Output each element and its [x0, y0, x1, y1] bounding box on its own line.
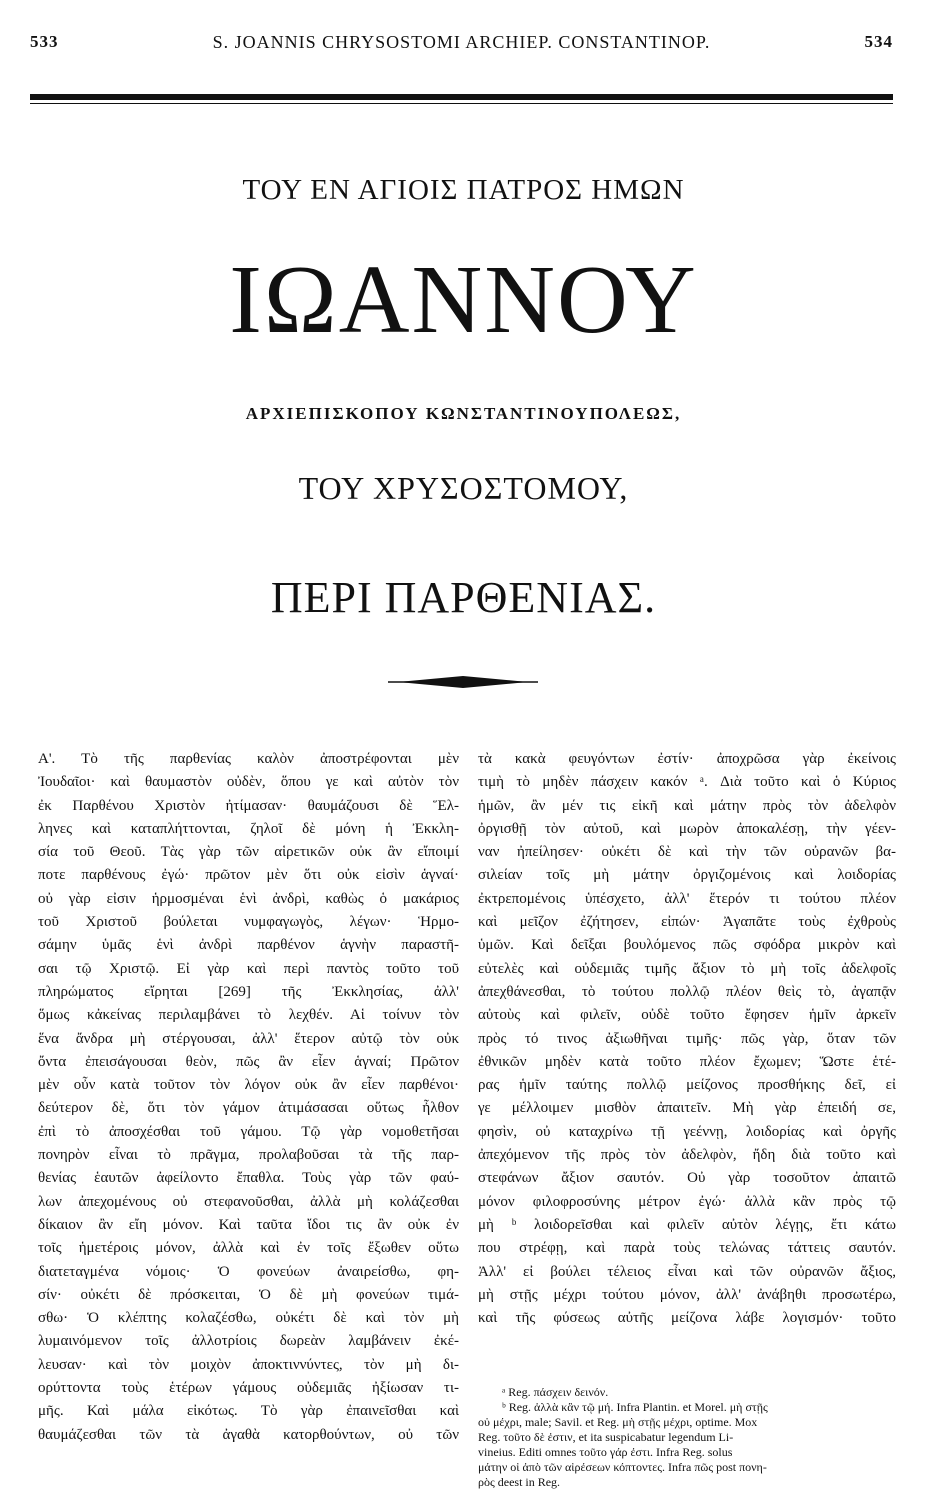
title-line-4: ΤΟΥ ΧΡΥΣΟΣΤΟΜΟΥ, — [298, 470, 629, 506]
title-line-3: ΑΡΧΙΕΠΙΣΚΟΠΟΥ ΚΩΝΣΤΑΝΤΙΝΟΥΠΟΛΕΩΣ, — [245, 404, 682, 423]
text-line: πρὸς τό τινος ἀξιωθῆναι τιμῆς· πῶς γὰρ, ὅταν τῶν — [478, 1030, 896, 1047]
footnote-line: οὐ μέχρι, male; Savil. et Reg. μὴ στῇς μέχρι, optime. Mox — [478, 1415, 758, 1429]
header-rule-thick — [30, 94, 893, 100]
text-line: ὅμως κἀκείνας περιλαμβάνει τὸ λεχθέν. Αἱ τοίνυν τὸν — [38, 1007, 459, 1024]
text-line: τὰ κακὰ φευγόντων ἐστίν· ἀποχρῶσα γὰρ ἐκείνοις — [478, 751, 896, 767]
text-line: ἕνα ἄνδρα μὴ στέργουσαι, ἀλλ' ἕτερον αὐτῷ τὸν οὐκ — [38, 1030, 459, 1047]
text-line: ποτε παρθένους ἐγώ· πρῶτον μὲν ὅτι οὐκ εἰσὶν ἁγναί· — [38, 867, 459, 884]
text-line: μὴ στῇς μέχρι τούτου μόνον, ἀλλ' ἀνάβηθι προσωτέρω, — [478, 1286, 896, 1303]
text-line: ἐπὶ τὸ ἀποσχέσθαι τοῦ γάμου. Τῷ γὰρ νομοθετῆσαι — [38, 1123, 459, 1140]
text-line: Α'. Τὸ τῆς παρθενίας καλὸν ἀποστρέφονται μὲν — [38, 751, 459, 767]
text-line: ὄντα ἐπεισάγουσαι θεὸν, πῶς ἂν εἶεν ἁγναί; Πρῶτον — [38, 1053, 459, 1070]
footnote-line: Reg. τοῦτο δὲ ἐστιν, et ita suspicabatur legendum Li- — [478, 1430, 734, 1444]
text-line: φησὶν, οὐ καταχρίνω τῇ γεέννῃ, λοιδορίας καὶ ὀργῆς — [478, 1123, 896, 1140]
text-line: μῆς. Καὶ μάλα εἰκότως. Τὸ γὰρ ἐπαινεῖσθαι καὶ — [38, 1403, 459, 1420]
title-work-name: ΠΕΡΙ ΠΑΡΘΕΝΙΑΣ. — [270, 573, 657, 622]
text-line: μόνον φιλοφροσύνης μέτρον ἐγώ· ἀλλὰ κἂν πρὸς τῷ — [478, 1193, 896, 1210]
footnote-line: vineius. Editi omnes τοῦτο γάρ ἐστι. Infra Reg. solus — [478, 1445, 733, 1459]
text-line: ἀπεχόμενον τῆς πρὸς τὸν ἀδελφὸν, ἤδη διὰ τοῦτο καὶ — [478, 1147, 896, 1164]
footnotes — [478, 1385, 896, 1490]
ornament-divider — [388, 675, 538, 689]
footnote-line: ᵇ Reg. ἀλλὰ κἂν τῷ μή. Infra Plantin. et Morel. μὴ στῇς — [502, 1400, 768, 1414]
text-line: εὐτελὲς καὶ οὐδεμιᾶς τιμῆς ἄξιον τὸ μὴ τοῖς ἀδελφοῖς — [478, 960, 896, 977]
footnote-line: ρὸς deest in Reg. — [478, 1475, 561, 1489]
text-line: ὀργισθῇ τὸν αὐτοῦ, καὶ μωρὸν ἀποκαλέσῃ, τὴν γέεν- — [478, 820, 896, 837]
text-column-right — [478, 748, 896, 1330]
text-line: λων ἀπεχομένους οὐ στεφανοῦσθαι, ἀλλὰ μὴ κολάζεσθαι — [38, 1193, 459, 1210]
text-line: ἀπεχθάνεσθαι, τὸ τούτου πολλῷ πλέον θεὶς τὸ, ἀγαπᾷν — [478, 983, 896, 1000]
text-line: ἐκτρεπομένοις ὑπέσχετο, ἀλλ' ἕτερόν τι τούτου πλέον — [478, 890, 896, 907]
text-line: ναν ἠπείλησεν· οὐκέτι δὲ καὶ τὴν τῶν οὐρανῶν βα- — [478, 844, 896, 861]
text-line: λευσαν· καὶ τὸν μοιχὸν ἀποκτιννύντες, τὸν μὴ δι- — [38, 1356, 459, 1373]
page-header — [30, 32, 893, 62]
footnote-line: μάτην οἱ ἀπὸ τῶν αἱρέσεων κόπτοντες. Infra πῶς post πονη- — [478, 1460, 767, 1474]
text-line: ἐκ Παρθένου Χριστὸν ἠτίμασαν· θαυμάζουσι δὲ Ἕλ- — [38, 797, 459, 814]
text-line: ρας ἡμῖν ταύτης πολλῷ μείζονος προσθήκης δεῖ, εἰ — [478, 1077, 896, 1094]
text-line: σάμην ὑμᾶς ἑνὶ ἀνδρὶ παρθένον ἁγνὴν παραστῆ- — [38, 937, 459, 954]
text-line: δίκαιον ἂν εἴη μόνον. Καὶ ταῦτα ἴδοι τις ἂν οὐκ ἐν — [38, 1216, 459, 1233]
text-line: ορύττοντα τοὺς ἑτέρων γάμους οὐδεμιᾶς ἠξίωσαν τι- — [38, 1380, 459, 1397]
text-line: τοῦ Χριστοῦ βούλεται νυμφαγωγὸς, λέγων· Ἡρμο- — [38, 914, 459, 931]
title-author-name: ΙΩΑΝΝΟΥ — [229, 246, 698, 354]
text-line: θαυμάζεσθαι τῶν τὰ ἀγαθὰ κατορθούντων, οὐ τῶν — [38, 1426, 459, 1443]
text-line: τοῖς ἡμετέροις μόνον, ἀλλὰ καὶ ἐν τοῖς ἔξωθεν οὕτω — [38, 1240, 459, 1257]
text-line: μὲν οὖν κατὰ τοῦτον τὸν λόγον οὐκ ἂν εἶεν παρθένοι· — [38, 1077, 459, 1094]
text-line: τιμὴ τὸ μηδὲν πάσχειν κακόν ᵃ. Διὰ τοῦτο καὶ ὁ Κύριος — [478, 774, 896, 791]
text-line: γε μέλλοιμεν μισθὸν ἀπαιτεῖν. Μὴ γὰρ ἐπειδή σε, — [478, 1100, 896, 1117]
text-column-left — [38, 748, 459, 1447]
running-title: S. JOANNIS CHRYSOSTOMI ARCHIEP. CONSTANTINOP. — [212, 32, 711, 52]
text-line: πονηρὸν εἶναι τὸ πρᾶγμα, προλαβοῦσαι τὰ τῆς παρ- — [38, 1147, 459, 1164]
text-line: σιλείαν τοῖς μὴ μάτην ὀργιζομένοις καὶ λοιδορίας — [478, 867, 896, 884]
text-line: ὑμῶν. Καὶ δεῖξαι βουλόμενος πῶς σφόδρα μικρὸν καὶ — [478, 937, 896, 954]
text-line: Ἰουδαῖοι· καὶ θαυμαστὸν οὐδὲν, ὅπου γε καὶ αὐτὸν τὸν — [38, 774, 459, 791]
header-rule-thin — [30, 103, 893, 104]
text-line: σαι τῷ Χριστῷ. Εἰ γὰρ καὶ περὶ παντὸς τοῦτο τοῦ — [38, 960, 459, 977]
footnote-line: ᵃ Reg. πάσχειν δεινόν. — [502, 1385, 609, 1399]
text-line: ἡμῶν, ἂν μέν τις εἰκῆ καὶ μάτην πρὸς τὸν ἀδελφὸν — [478, 797, 896, 814]
title-line-1: ΤΟΥ ΕΝ ΑΓΙΟΙΣ ΠΑΤΡΟΣ ΗΜΩΝ — [242, 174, 685, 206]
text-line: στεφάνων ἄξιον σαυτόν. Οὐ γὰρ τοσοῦτον ἀπαιτῶ — [478, 1170, 896, 1187]
page-number-right: 534 — [864, 32, 893, 51]
text-line: σία τοῦ Θεοῦ. Τὰς γὰρ τῶν αἱρετικῶν οὐκ ἂν εἴποιμί — [38, 844, 459, 861]
text-line: σίν· οὐκέτι δὲ πρόσκειται, Ὁ δὲ μὴ φονεύων τιμά- — [38, 1286, 459, 1303]
text-line: λυμαινόμενον τοῖς ἀλλοτρίοις δωρεὰν λαμβάνειν ἐκέ- — [38, 1333, 459, 1350]
text-line: θενίας ἑαυτῶν ἀφείλοντο ἔπαθλα. Τοὺς γὰρ τῶν φαύ- — [38, 1170, 459, 1187]
text-line: σθω· Ὁ κλέπτης κολαζέσθω, οὐκέτι δὲ καὶ τὸν μὴ — [38, 1310, 459, 1327]
text-line: καὶ τῆς φύσεως αὐτῆς μείζονα λάβε λογισμόν· τοῦτο — [478, 1310, 896, 1327]
page-number-left: 533 — [30, 32, 59, 51]
text-line: καὶ μεῖζον ἐζήτησεν, εἰπών· Ἀγαπᾶτε τοὺς ἐχθροὺς — [478, 914, 896, 931]
text-line: ληνες καὶ καταπλήττονται, ζηλοῖ δὲ μόνη ἡ Ἐκκλη- — [38, 820, 459, 837]
text-line: διατεταγμένα νόμοις· Ὁ φονεύων ἀναιρείσθω, φη- — [38, 1263, 459, 1280]
text-line: οὐ γὰρ εἰσιν ἡρμοσμέναι ἑνὶ ἀνδρὶ, καθὼς ὁ μακάριος — [38, 890, 459, 907]
text-line: αὐτοὺς καὶ φιλεῖν, οὐδὲ τοῦτο ἔφησεν ἡμῖν ἀρκεῖν — [478, 1007, 896, 1024]
text-line: Ἀλλ' εἰ βούλει τέλειος εἶναι καὶ τῶν οὐρανῶν ἄξιος, — [478, 1263, 896, 1280]
text-line: μὴ ᵇ λοιδορεῖσθαι καὶ φιλεῖν αὐτὸν λέγῃς, ἔτι κάτω — [478, 1216, 896, 1233]
text-line: που στρέφῃ, καὶ παρὰ τοὺς τελώνας τάττεις σαυτόν. — [478, 1240, 896, 1257]
text-line: πληρώματος εἴρηται [269] τῆς Ἐκκλησίας, ἀλλ' — [38, 983, 459, 1000]
text-line: δεύτερον δὲ, ὅτι τὸν γάμον ἀτιμάσασαι οὕτως ἦλθον — [38, 1100, 459, 1117]
text-line: ἐθνικῶν μηδὲν κατὰ τοῦτο πλέον ἔχωμεν; Ὥστε ἑτέ- — [478, 1053, 896, 1070]
